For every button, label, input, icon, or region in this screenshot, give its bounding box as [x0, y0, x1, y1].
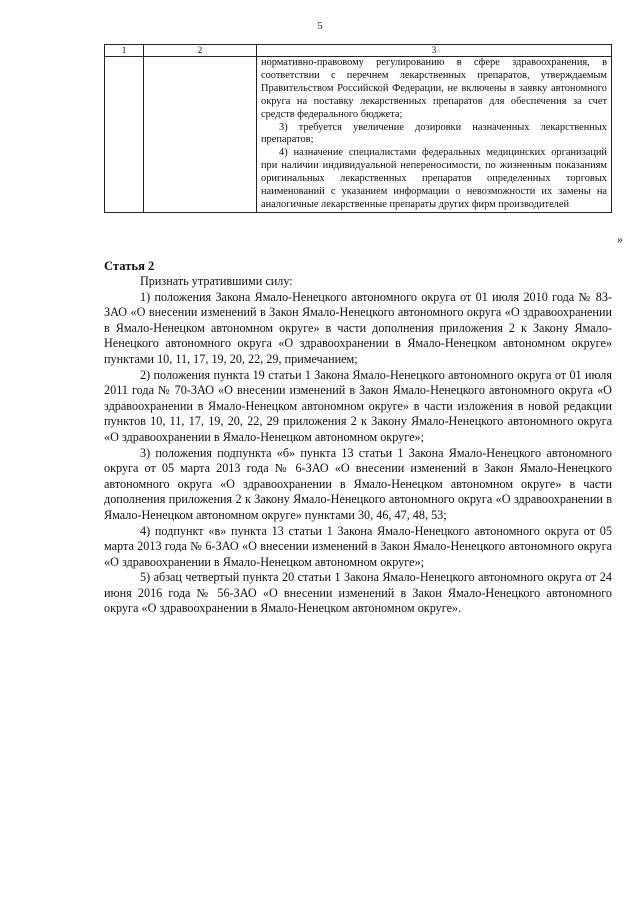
table-cell-col-1	[105, 57, 144, 213]
article-item: 5) абзац четвертый пункта 20 статьи 1 Закона Ямало-Ненецкого автономного округа от 24 июня 2016 года № 56-ЗАО «О внесении изменений в Закон Ямало-Ненецкого автономного округа «О здравоохранении в Ямало-Ненецком автономном округе».	[104, 570, 612, 616]
table-cell-col-3	[257, 57, 612, 213]
article-item: 3) положения подпункта «б» пункта 13 статьи 1 Закона Ямало-Ненецкого автономного округа от 05 марта 2013 года № 6-ЗАО «О внесении изменений в Закон Ямало-Ненецкого автономного округа «О здравоохранении в Ямало-Ненецком автономном округе» в части дополнения приложения 2 к Закону Ямало-Ненецкого автономного округа «О здравоохранении в Ямало-Ненецком автономном округе» пунктами 30, 46, 47, 48, 53;	[104, 445, 612, 522]
article-item: 2) положения пункта 19 статьи 1 Закона Ямало-Ненецкого автономного округа от 01 июля 2011 года № 70-ЗАО «О внесении изменений в Закон Ямало-Ненецкого автономного округа «О здравоохранении в Ямало-Ненецком автономном округе» в части изложения в новой редакции пунктов 10, 11, 17, 19, 20, 22, 29 приложения 2 к Закону Ямало-Ненецкого автономного округа «О здравоохранении в Ямало-Ненецком автономном округе»;	[104, 367, 612, 444]
table-cell-paragraph: 4) назначение специалистами федеральных медицинских организаций при наличии индивидуальной непереносимости, по жизненным показаниям оригинальных лекарственных препаратов определенных торговых наименований с указанием информации о невозможности их замены на аналогичные лекарственные препараты других фирм производителей	[261, 147, 607, 210]
table-cell-paragraph: 3) требуется увеличение дозировки назначенных лекарственных препаратов;	[261, 121, 607, 146]
closing-quote: »	[617, 232, 623, 246]
article-section	[104, 258, 612, 617]
article-heading: Статья 2	[104, 259, 155, 273]
article-item: 1) положения Закона Ямало-Ненецкого автономного округа от 01 июля 2010 года № 83-ЗАО «О внесении изменений в Закон Ямало-Ненецкого автономного округа «О здравоохранении в Ямало-Ненецком автономном округе» в части дополнения приложения 2 к Закону Ямало-Ненецкого автономного округа «О здравоохранении в Ямало-Ненецком автономном округе» пунктами 10, 11, 17, 19, 20, 22, 29, примечанием;	[104, 289, 612, 366]
article-intro: Признать утратившими силу:	[140, 274, 293, 288]
table-header-col-1: 1	[105, 45, 144, 57]
continuation-table	[104, 44, 612, 213]
page-number: 5	[317, 20, 323, 32]
table-header-col-2: 2	[144, 45, 257, 57]
article-item: 4) подпункт «в» пункта 13 статьи 1 Закона Ямало-Ненецкого автономного округа от 05 марта 2013 года № 6-ЗАО «О внесении изменений в Закон Ямало-Ненецкого автономного округа «О здравоохранении в Ямало-Ненецком автономном округе»;	[104, 523, 612, 569]
table-row	[105, 57, 612, 213]
table-cell-col-2	[144, 57, 257, 213]
table-header-row	[105, 45, 612, 57]
table-header-col-3: 3	[257, 45, 612, 57]
table-cell-paragraph: нормативно-правовому регулированию в сфере здравоохранения, в соответствии с перечнем лекарственных препаратов, утверждаемым Правительством Российской Федерации, не включены в заявку автономного округа на поставку лекарственных препаратов для обеспечения за счет средств федерального бюджета;	[261, 57, 607, 120]
